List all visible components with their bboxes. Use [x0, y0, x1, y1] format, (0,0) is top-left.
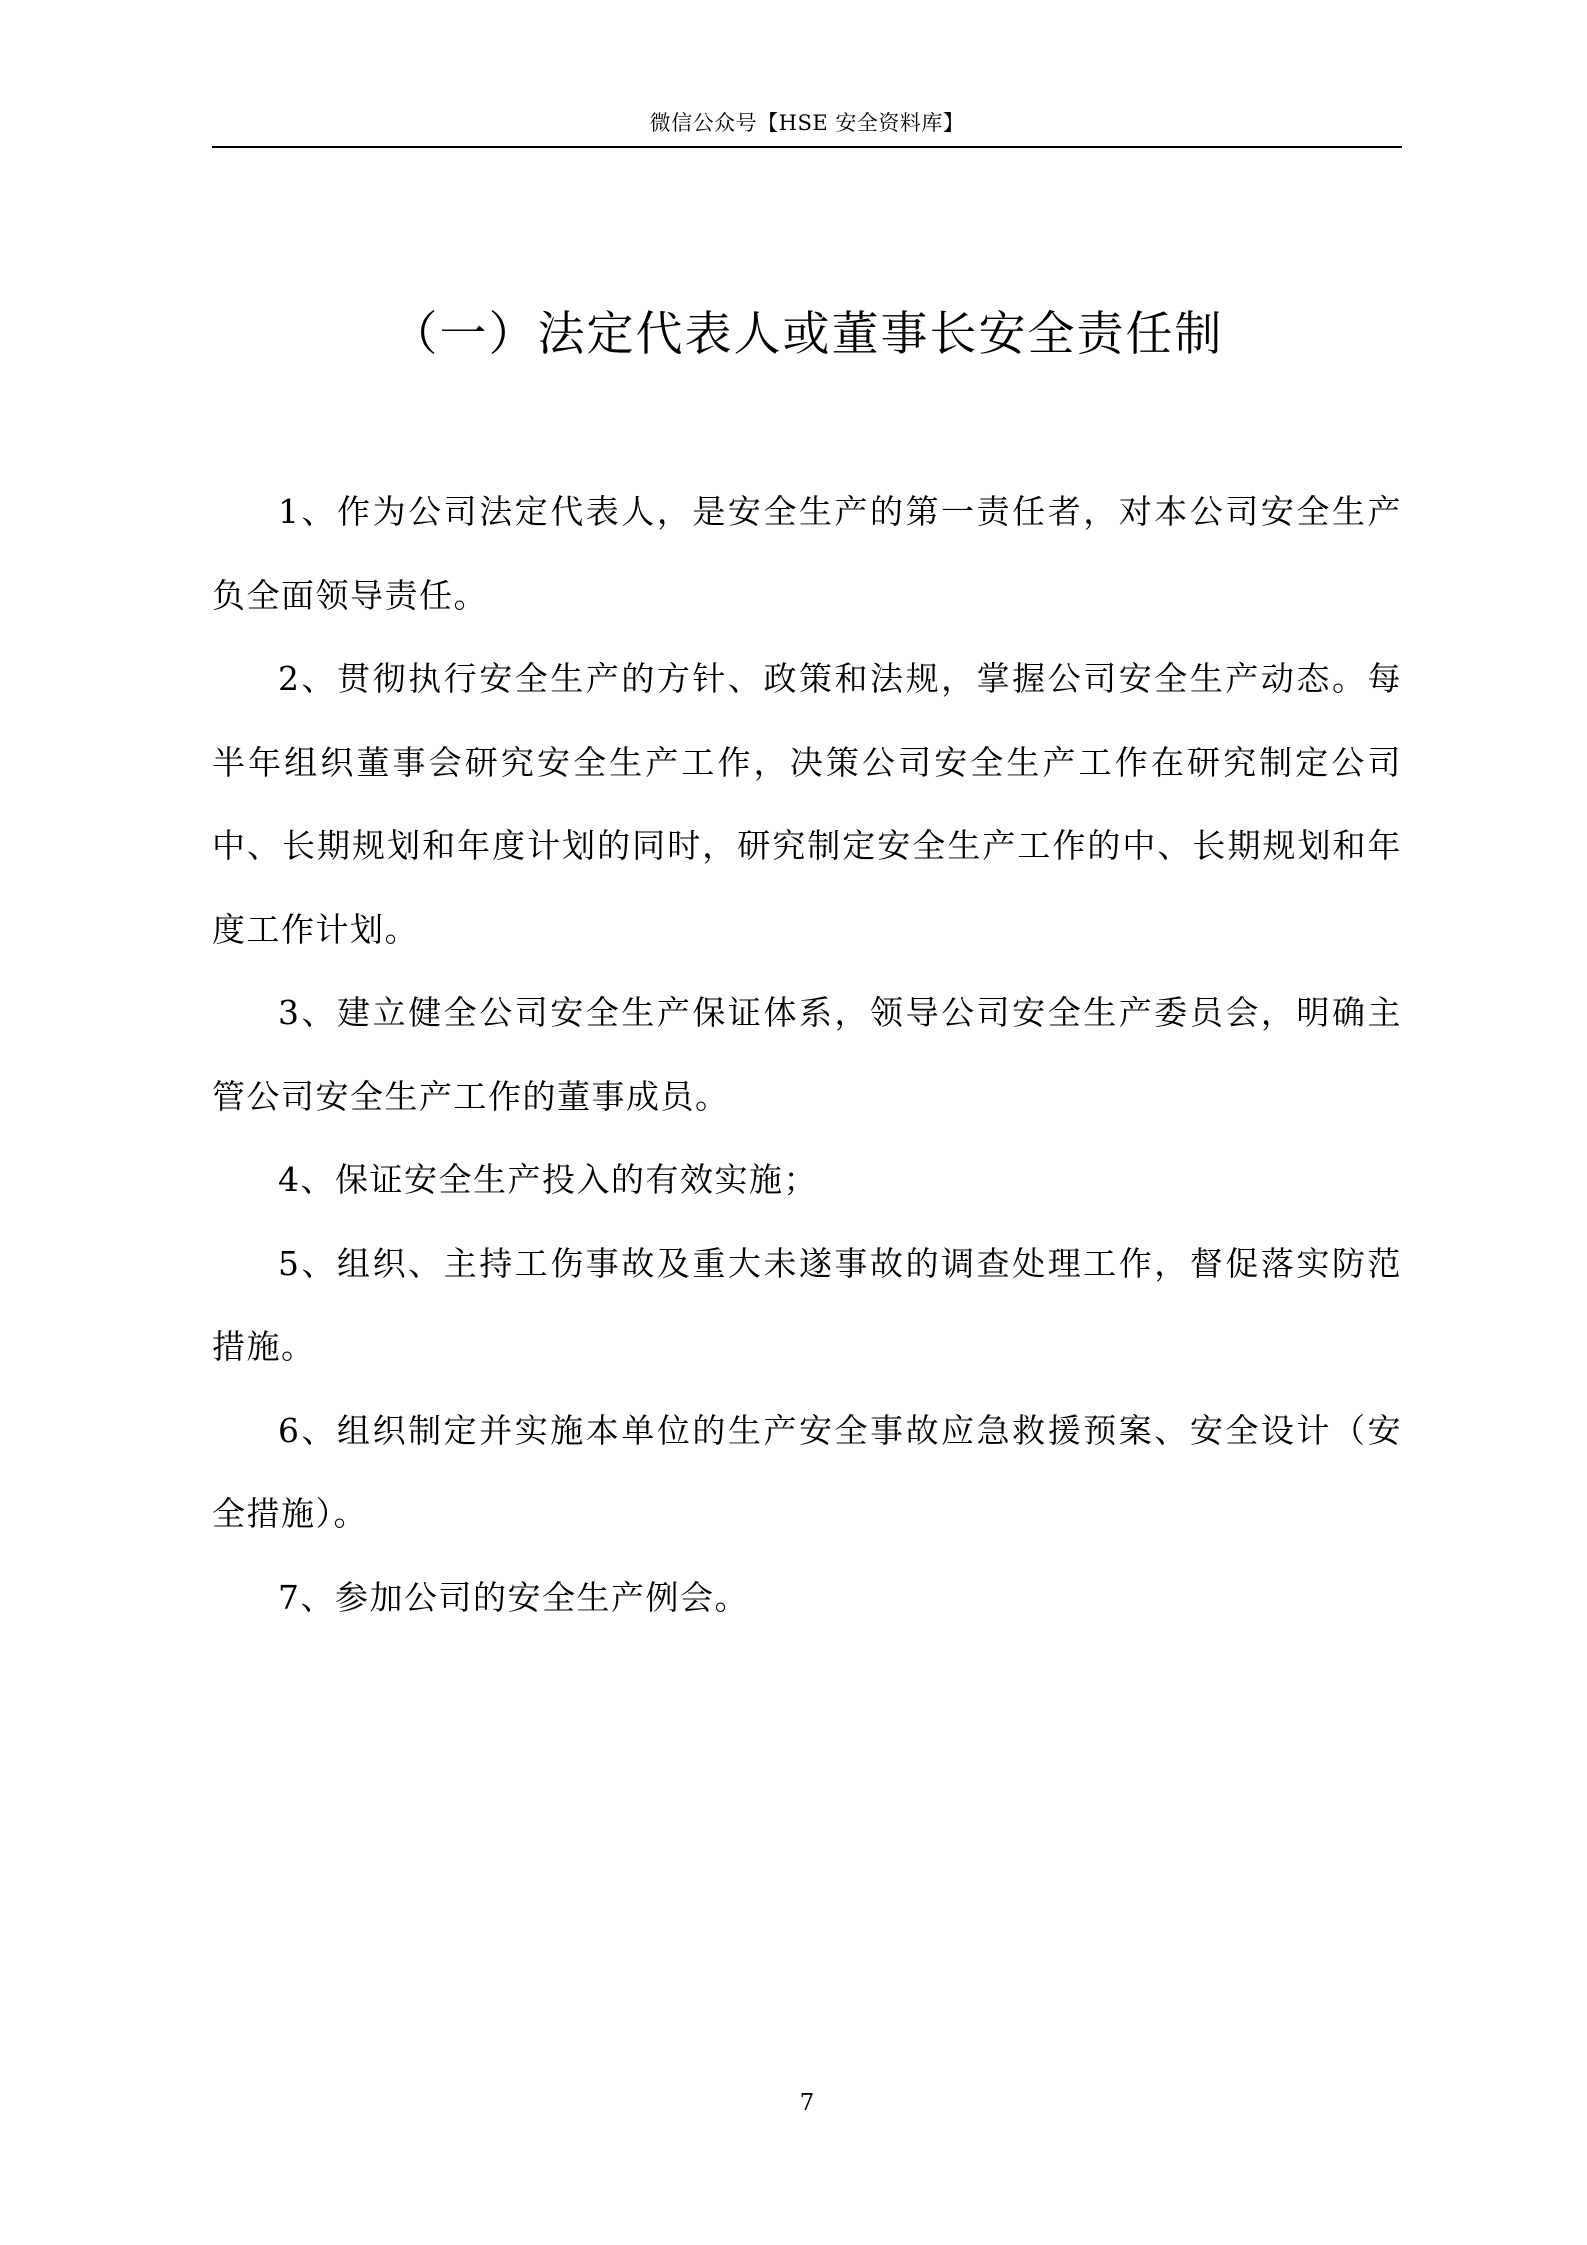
paragraph-6: 6、组织制定并实施本单位的生产安全事故应急救援预案、安全设计（安全措施）。	[212, 1410, 1402, 1533]
paragraph-2: 2、贯彻执行安全生产的方针、政策和法规，掌握公司安全生产动态。每半年组织董事会研究安全生产工作，决策公司安全生产工作在研究制定公司中、长期规划和年度计划的同时，研究制定安全生产工作的中、长期规划和年度工作计划。	[212, 659, 1402, 949]
document-body	[212, 470, 1402, 1639]
page-header: 微信公众号【HSE 安全资料库】	[649, 111, 965, 135]
paragraph-1: 1、作为公司法定代表人，是安全生产的第一责任者，对本公司安全生产负全面领导责任。	[212, 492, 1402, 615]
paragraph-5: 5、组织、主持工伤事故及重大未遂事故的调查处理工作，督促落实防范措施。	[212, 1243, 1402, 1366]
paragraph-4: 4、保证安全生产投入的有效实施；	[278, 1160, 818, 1199]
document-title: （一）法定代表人或董事长安全责任制	[390, 307, 1224, 362]
paragraph-7: 7、参加公司的安全生产例会。	[278, 1577, 749, 1617]
page-number: 7	[799, 2090, 815, 2116]
paragraph-3: 3、建立健全公司安全生产保证体系，领导公司安全生产委员会，明确主管公司安全生产工作的董事成员。	[212, 993, 1402, 1116]
header-divider	[212, 146, 1402, 148]
